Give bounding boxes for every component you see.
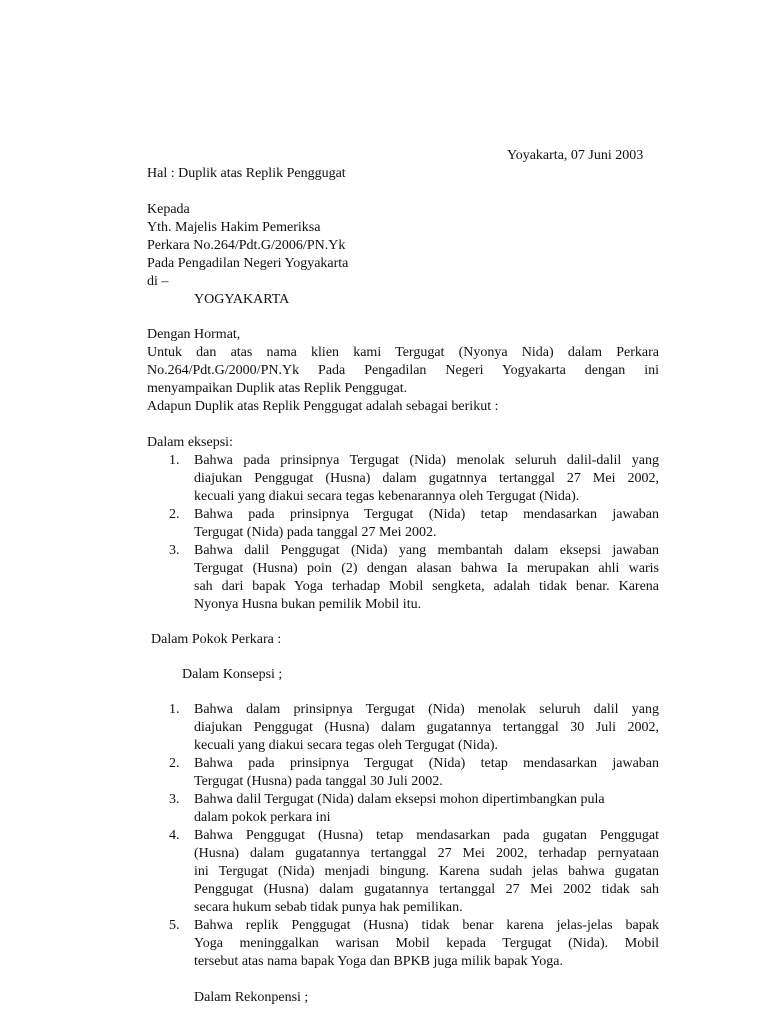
rekonpensi-heading: Dalam Rekonpensi ; — [194, 990, 309, 1005]
konpensi-item-line: Bahwa Penggugat (Husna) tetap mendasarkan pada gugatan Penggugat — [194, 828, 659, 843]
eksepsi-item-line: Bahwa pada prinsipnya Tergugat (Nida) menolak seluruh dalil-dalil yang — [194, 453, 659, 468]
konpensi-item-line: Tergugat (Husna) pada tanggal 30 Juli 2002. — [194, 774, 443, 789]
eksepsi-item-line: Tergugat (Nida) pada tanggal 27 Mei 2002. — [194, 525, 437, 540]
letter-subject: Hal : Duplik atas Replik Penggugat — [147, 166, 346, 181]
letter-date: Yoyakarta, 07 Juni 2003 — [507, 148, 644, 163]
konpensi-item-line: Bahwa dalam prinsipnya Tergugat (Nida) menolak seluruh dalil yang — [194, 702, 659, 717]
opening-para-line: Untuk dan atas nama klien kami Tergugat (Nyonya Nida) dalam Perkara — [147, 345, 659, 360]
konpensi-item-line: Bahwa dalil Tergugat (Nida) dalam eksepsi mohon dipertimbangkan pula — [194, 792, 605, 807]
konpensi-item-line: Penggugat (Husna) dalam gugatannya tertanggal 27 Mei 2002 tidak sah — [194, 882, 659, 897]
eksepsi-item-number: 1. — [169, 453, 180, 468]
recipient-kota: YOGYAKARTA — [194, 292, 290, 307]
konpensi-item-line: Bahwa pada prinsipnya Tergugat (Nida) tetap mendasarkan jawaban — [194, 756, 659, 771]
konpensi-item-number: 4. — [169, 828, 180, 843]
pokok-perkara-heading: Dalam Pokok Perkara : — [151, 632, 282, 647]
recipient-yth: Yth. Majelis Hakim Pemeriksa — [147, 220, 321, 235]
opening-para-line: No.264/Pdt.G/2000/PN.Yk Pada Pengadilan Negeri Yogyakarta dengan ini — [147, 363, 659, 378]
eksepsi-heading: Dalam eksepsi: — [147, 435, 233, 450]
eksepsi-item-line: sah dari bapak Yoga terhadap Mobil sengketa, adalah tidak benar. Karena — [194, 579, 659, 594]
konpensi-item-line: Bahwa replik Penggugat (Husna) tidak benar karena jelas-jelas bapak — [194, 918, 659, 933]
konpensi-item-number: 2. — [169, 756, 180, 771]
konpensi-item-line: kecuali yang diakui secara tegas oleh Tergugat (Nida). — [194, 738, 499, 753]
recipient-perkara: Perkara No.264/Pdt.G/2006/PN.Yk — [147, 238, 346, 253]
eksepsi-item-line: Bahwa pada prinsipnya Tergugat (Nida) tetap mendasarkan jawaban — [194, 507, 659, 522]
recipient-kepada: Kepada — [147, 202, 190, 217]
eksepsi-item-number: 2. — [169, 507, 180, 522]
eksepsi-item-line: Bahwa dalil Penggugat (Nida) yang membantah dalam eksepsi jawaban — [194, 543, 659, 558]
konpensi-item-line: diajukan Penggugat (Husna) dalam gugatannya tertanggal 30 Juli 2002, — [194, 720, 659, 735]
konpensi-item-number: 3. — [169, 792, 180, 807]
eksepsi-item-number: 3. — [169, 543, 180, 558]
eksepsi-item-line: diajukan Penggugat (Husna) dalam gugatnnya tertanggal 27 Mei 2002, — [194, 471, 659, 486]
konpensi-item-line: Yoga meninggalkan warisan Mobil kepada Tergugat (Nida). Mobil — [194, 936, 659, 951]
opening-para-line: menyampaikan Duplik atas Replik Penggugat. — [147, 381, 408, 396]
recipient-di: di – — [147, 274, 169, 289]
recipient-pengadilan: Pada Pengadilan Negeri Yogyakarta — [147, 256, 349, 271]
eksepsi-item-line: Nyonya Husna bukan pemilik Mobil itu. — [194, 597, 422, 612]
eksepsi-item-line: Tergugat (Husna) poin (2) dengan alasan bahwa Ia merupakan ahli waris — [194, 561, 659, 576]
konpensi-item-number: 5. — [169, 918, 180, 933]
opening-adapun: Adapun Duplik atas Replik Penggugat adalah sebagai berikut : — [147, 399, 499, 414]
konpensi-item-line: (Husna) dalam gugatannya tertanggal 27 Mei 2002, terhadap pernyataan — [194, 846, 659, 861]
konpensi-heading: Dalam Konsepsi ; — [182, 667, 283, 682]
salutation: Dengan Hormat, — [147, 327, 241, 342]
konpensi-item-line: ini Tergugat (Nida) menjadi bingung. Karena sudah jelas bahwa gugatan — [194, 864, 659, 879]
konpensi-item-line: dalam pokok perkara ini — [194, 810, 331, 825]
konpensi-item-line: secara hukum sebab tidak punya hak pemilikan. — [194, 900, 463, 915]
konpensi-item-line: tersebut atas nama bapak Yoga dan BPKB juga milik bapak Yoga. — [194, 954, 564, 969]
konpensi-item-number: 1. — [169, 702, 180, 717]
eksepsi-item-line: kecuali yang diakui secara tegas kebenarannya oleh Tergugat (Nida). — [194, 489, 580, 504]
